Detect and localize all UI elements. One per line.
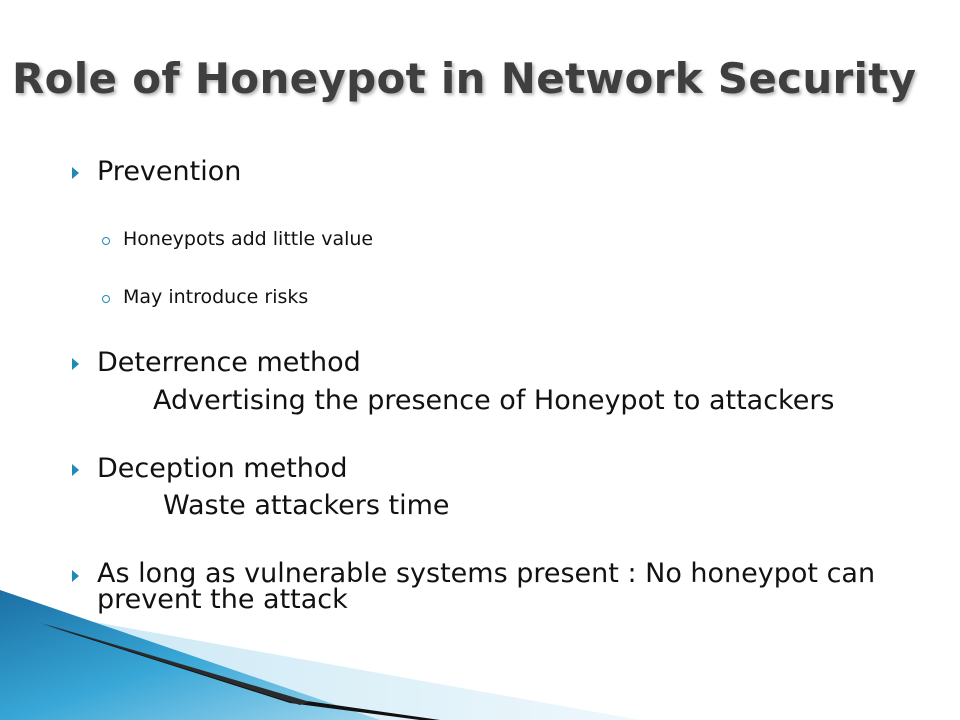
bullet-label: As long as vulnerable systems present : No honeypot can prevent the attack (97, 558, 876, 615)
bullet-label: Deception method (97, 453, 348, 484)
deception-detail: Waste attackers time (163, 490, 450, 521)
subbullet-label: May introduce risks (123, 286, 309, 308)
deterrence-detail: Advertising the presence of Honeypot to attackers (153, 385, 835, 416)
blue-wedge-shape (0, 590, 380, 720)
subbullet-label: Honeypots add little value (123, 228, 374, 250)
bullet-label: Deterrence method (97, 347, 361, 378)
bullet-label: Prevention (97, 156, 242, 187)
slide-title: Role of Honeypot in Network Security (12, 54, 917, 103)
